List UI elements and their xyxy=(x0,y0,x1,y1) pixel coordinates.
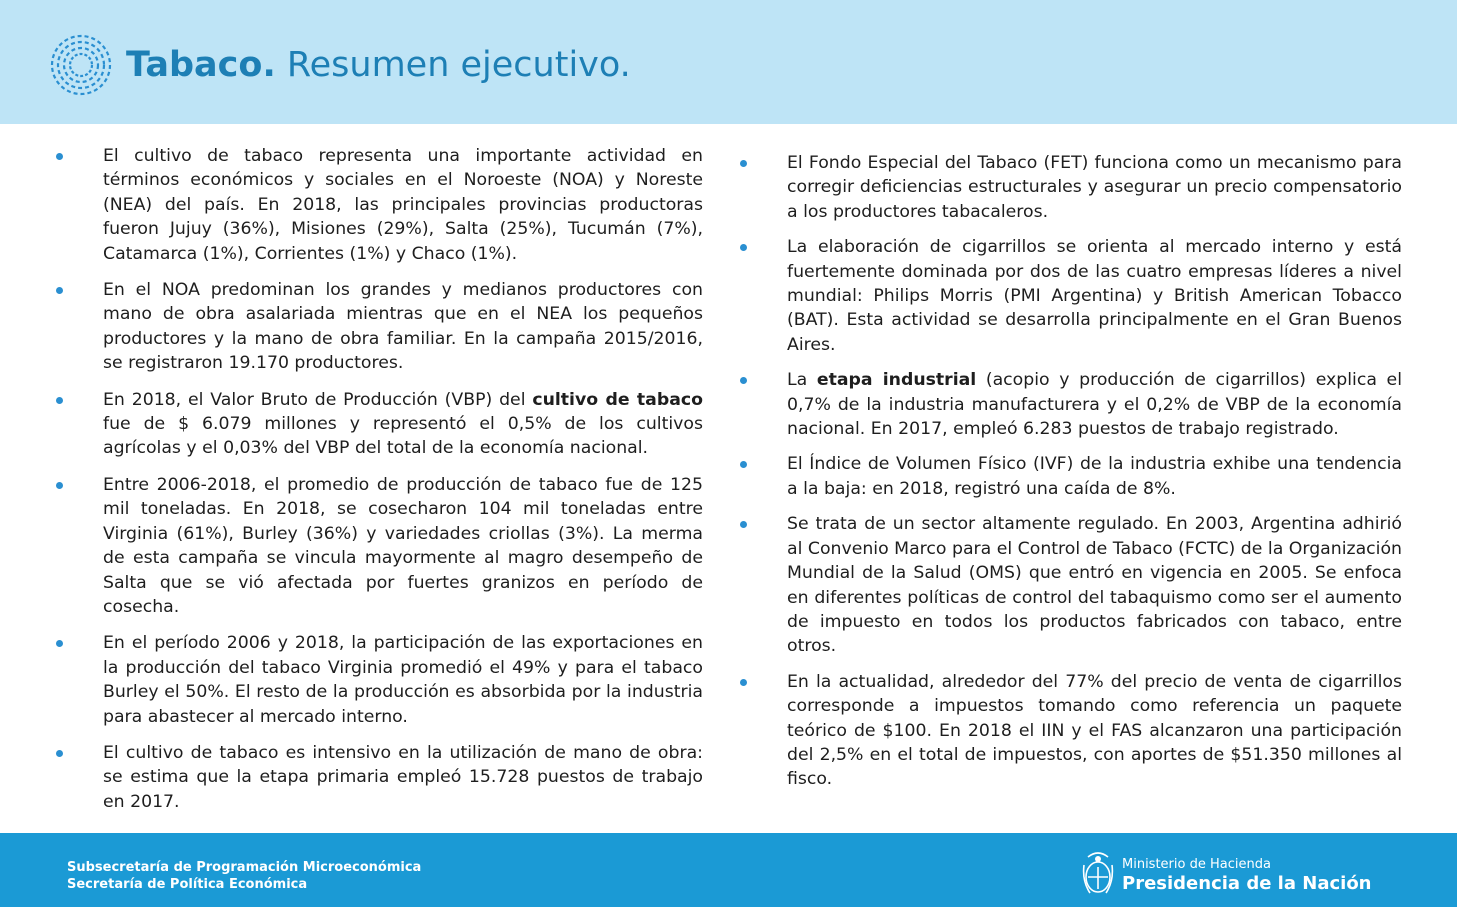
bullet-item xyxy=(740,512,1402,658)
bullet-dot-icon xyxy=(56,640,63,647)
bullet-dot-icon xyxy=(740,521,747,528)
bullet-dot-icon xyxy=(56,153,63,160)
bullet-text: El cultivo de tabaco es intensivo en la utilización de mano de obra: se estima que la etapa primaria empleó 15.728 puestos de trabajo en 2017. xyxy=(103,742,703,812)
page-title xyxy=(126,40,631,90)
bullet-item xyxy=(56,631,703,729)
bullet-dot-icon xyxy=(56,287,63,294)
bullet-item xyxy=(740,151,1402,224)
title-bold: Tabaco. xyxy=(126,45,276,85)
bullet-item xyxy=(56,388,703,461)
bullet-dot-icon xyxy=(56,397,63,404)
bullet-item xyxy=(56,144,703,266)
bullet-dot-icon xyxy=(740,461,747,468)
bullet-item xyxy=(56,278,703,376)
bullet-item xyxy=(740,670,1402,792)
bullet-item xyxy=(740,235,1402,357)
bullet-dot-icon xyxy=(740,244,747,251)
bullet-item xyxy=(56,741,703,814)
right-column xyxy=(740,151,1402,803)
left-bullet-list xyxy=(56,144,703,814)
bullet-text: fue de $ 6.079 millones y representó el 0,5% de los cultivos agrícolas y el 0,03% del VBP del total de la economía nacional. xyxy=(103,414,703,459)
bullet-text: Se trata de un sector altamente regulado. En 2003, Argentina adhirió al Convenio Marco para el Control de Tabaco (FCTC) de la Organización Mundial de la Salud (OMS) que entró en vigencia en 2005. Se enfoca en diferentes políticas de control del tabaquismo como ser el aumento de impuesto en todos los productos fabricados con tabaco, entre otros. xyxy=(787,514,1402,657)
bullet-text: La xyxy=(787,370,817,391)
bullet-item xyxy=(740,452,1402,501)
footer-line-1: Subsecretaría de Programación Microeconómica xyxy=(67,860,422,875)
footer-line-2: Secretaría de Política Económica xyxy=(67,877,308,892)
bullet-text: En el NOA predominan los grandes y medianos productores con mano de obra asalariada mientras que en el NEA los pequeños productores y la mano de obra familiar. En la campaña 2015/2016, se registraron 19.170 productores. xyxy=(103,280,703,374)
bullet-item xyxy=(740,368,1402,441)
bullet-dot-icon xyxy=(740,377,747,384)
ministry-block xyxy=(1122,857,1372,895)
bullet-dot-icon xyxy=(740,679,747,686)
bullet-text: (acopio y producción de cigarrillos) explica el 0,7% de la industria manufacturera y el 0,2% de VBP de la economía nacional. En 2017, empleó 6.283 puestos de trabajo registrado. xyxy=(787,370,1402,440)
bullet-text: En la actualidad, alrededor del 77% del precio de venta de cigarrillos corresponde a impuestos tomando como referencia un paquete teórico de $100. En 2018 el IIN y el FAS alcanzaron una participación del 2,5% en el total de impuestos, con aportes de $51.350 millones al fisco. xyxy=(787,671,1402,790)
concentric-rings-logo-icon xyxy=(50,34,112,96)
bullet-text: La elaboración de cigarrillos se orienta al mercado interno y está fuertemente dominada por dos de las cuatro empresas líderes a nivel mundial: Philips Morris (PMI Argentina) y British American Tobacco (BAT). Esta actividad se desarrolla principalmente en el Gran Buenos Aires. xyxy=(787,237,1402,355)
right-bullet-list xyxy=(740,151,1402,792)
ministry-name: Ministerio de Hacienda xyxy=(1122,857,1271,872)
presidency-name: Presidencia de la Nación xyxy=(1122,873,1372,894)
bullet-dot-icon xyxy=(56,750,63,757)
title-regular: Resumen ejecutivo. xyxy=(275,45,631,85)
national-crest-icon xyxy=(1080,847,1116,899)
bullet-text: En 2018, el Valor Bruto de Producción (VBP) del xyxy=(103,389,533,410)
bullet-bold-text: etapa industrial xyxy=(816,370,977,391)
bullet-text: El cultivo de tabaco representa una importante actividad en términos económicos y sociales en el Noroeste (NOA) y Noreste (NEA) del país. En 2018, las principales provincias productoras fueron Jujuy (36%), Misiones (29%), Salta (25%), Tucumán (7%), Catamarca (1%), Corrientes (1%) y Chaco (1%). xyxy=(103,146,703,264)
bullet-bold-text: cultivo de tabaco xyxy=(532,389,703,410)
bullet-dot-icon xyxy=(740,160,747,167)
header-band xyxy=(0,0,1457,124)
left-column xyxy=(56,144,703,826)
bullet-text: El Índice de Volumen Físico (IVF) de la industria exhibe una tendencia a la baja: en 2018, registró una caída de 8%. xyxy=(787,454,1402,499)
bullet-text: Entre 2006-2018, el promedio de producción de tabaco fue de 125 mil toneladas. En 2018, se cosecharon 104 mil toneladas entre Virginia (61%), Burley (36%) y variedades criollas (3%). La merma de esta campaña se vincula mayormente al magro desempeño de Salta que se vió afectada por fuertes granizos en período de cosecha. xyxy=(103,474,703,617)
bullet-text: En el período 2006 y 2018, la participación de las exportaciones en la producción del tabaco Virginia promedió el 49% y para el tabaco Burley el 50%. El resto de la producción es absorbida por la industria para abastecer al mercado interno. xyxy=(103,633,703,727)
footer-org xyxy=(67,859,421,893)
bullet-text: El Fondo Especial del Tabaco (FET) funciona como un mecanismo para corregir deficiencias estructurales y asegurar un precio compensatorio a los productores tabacaleros. xyxy=(787,153,1402,222)
bullet-item xyxy=(56,473,703,619)
footer-band xyxy=(0,833,1457,907)
bullet-dot-icon xyxy=(56,482,63,489)
